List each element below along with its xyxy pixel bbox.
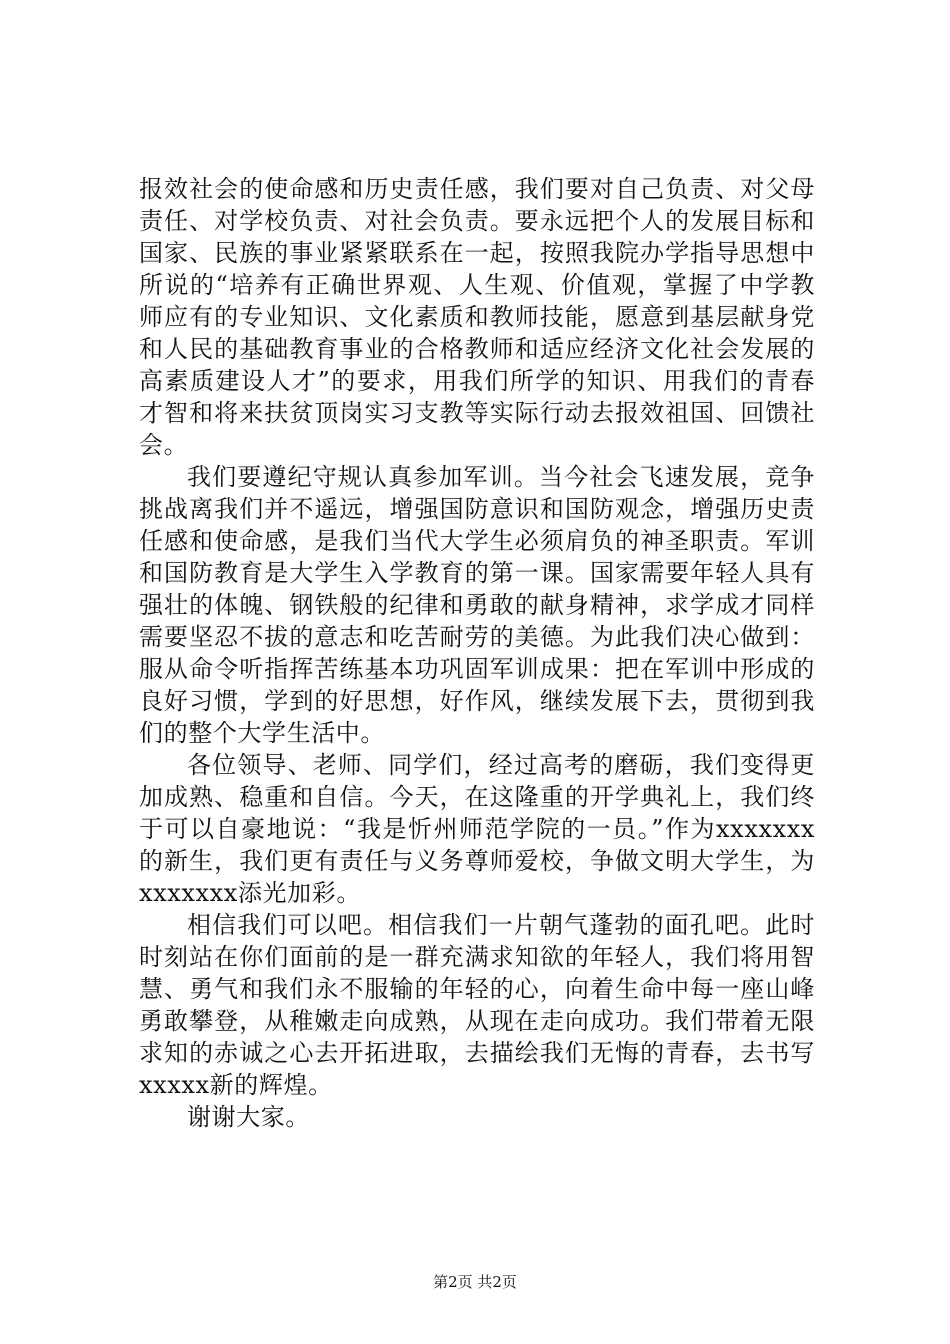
paragraph-1: 报效社会的使命感和历史责任感，我们要对自己负责、对父母责任、对学校负责、对社会负责。要永远把个人的发展目标和国家、民族的事业紧紧联系在一起，按照我院办学指导思想中所说的“培养有正确世界观、人生观、价值观，掌握了中学教师应有的专业知识、文化素质和教师技能，愿意到基层献身党和人民的基础教育事业的合格教师和适应经济文化社会发展的高素质建设人才”的要求，用我们所学的知识、用我们的青春才智和将来扶贫顶岗实习支教等实际行动去报效祖国、回馈社会。 — [139, 175, 815, 459]
document-body — [139, 173, 815, 1133]
paragraph-2: 我们要遵纪守规认真参加军训。当今社会飞速发展，竞争挑战离我们并不遥远，增强国防意识和国防观念，增强历史责任感和使命感，是我们当代大学生必须肩负的神圣职责。军训和国防教育是大学生入学教育的第一课。国家需要年轻人具有强壮的体魄、钢铁般的纪律和勇敢的献身精神，求学成才同样需要坚忍不拔的意志和吃苦耐劳的美德。为此我们决心做到：服从命令听指挥苦练基本功巩固军训成果：把在军训中形成的良好习惯，学到的好思想，好作风，继续发展下去，贯彻到我们的整个大学生活中。 — [139, 463, 815, 747]
paragraph-4: 相信我们可以吧。相信我们一片朝气蓬勃的面孔吧。此时时刻站在你们面前的是一群充满求知欲的年轻人，我们将用智慧、勇气和我们永不服输的年轻的心，向着生命中每一座山峰勇敢攀登，从稚嫩走向成熟，从现在走向成功。我们带着无限求知的赤诚之心去开拓进取，去描绘我们无悔的青春，去书写xxxxx新的辉煌。 — [139, 911, 815, 1099]
paragraph-5: 谢谢大家。 — [187, 1103, 310, 1131]
page-footer: 第2页 共2页 — [433, 1273, 517, 1291]
paragraph-3: 各位领导、老师、同学们，经过高考的磨砺，我们变得更加成熟、稳重和自信。今天，在这隆重的开学典礼上，我们终于可以自豪地说：“我是忻州师范学院的一员。”作为xxxxxxx的新生，我们更有责任与义务尊师爱校，争做文明大学生，为xxxxxxx添光加彩。 — [139, 751, 815, 907]
